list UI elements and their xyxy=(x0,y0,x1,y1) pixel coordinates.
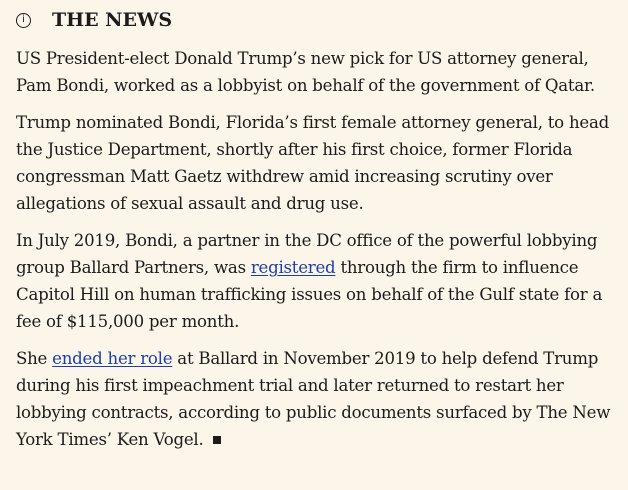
section-title: THE NEWS xyxy=(52,9,173,31)
paragraph-4-text-before: She xyxy=(16,349,53,368)
paragraph-3-text-after: through the firm to influence Capitol Hill on human trafficking issues on behalf of the Gulf state for a fee of $115,000 per month. xyxy=(16,258,603,331)
section-header xyxy=(16,0,616,40)
registered-link[interactable]: registered xyxy=(250,258,336,277)
paragraph-1: US President-elect Donald Trump’s new pick for US attorney general, Pam Bondi, worked as a lobbyist on behalf of the government of Qatar. xyxy=(16,49,595,95)
paragraph-3-text-before: In July 2019, Bondi, a partner in the DC office of the powerful lobbying group Ballard Partners, was xyxy=(16,231,598,277)
end-of-article-mark xyxy=(213,436,221,444)
news-section xyxy=(16,0,616,463)
info-icon[interactable]: i xyxy=(16,13,31,28)
ended-her-role-link[interactable]: ended her role xyxy=(52,349,173,368)
paragraph-4-text-after: at Ballard in November 2019 to help defend Trump during his first impeachment trial and later returned to restart her lobbying contracts, according to public documents surfaced by The New York Times’ Ken Vogel. xyxy=(16,349,611,449)
paragraph-3 xyxy=(16,227,616,335)
paragraph-4 xyxy=(16,345,616,453)
paragraph-2: Trump nominated Bondi, Florida’s first female attorney general, to head the Justice Department, shortly after his first choice, former Florida congressman Matt Gaetz withdrew amid increasing scrutiny over allegations of sexual assault and drug use. xyxy=(16,113,609,213)
